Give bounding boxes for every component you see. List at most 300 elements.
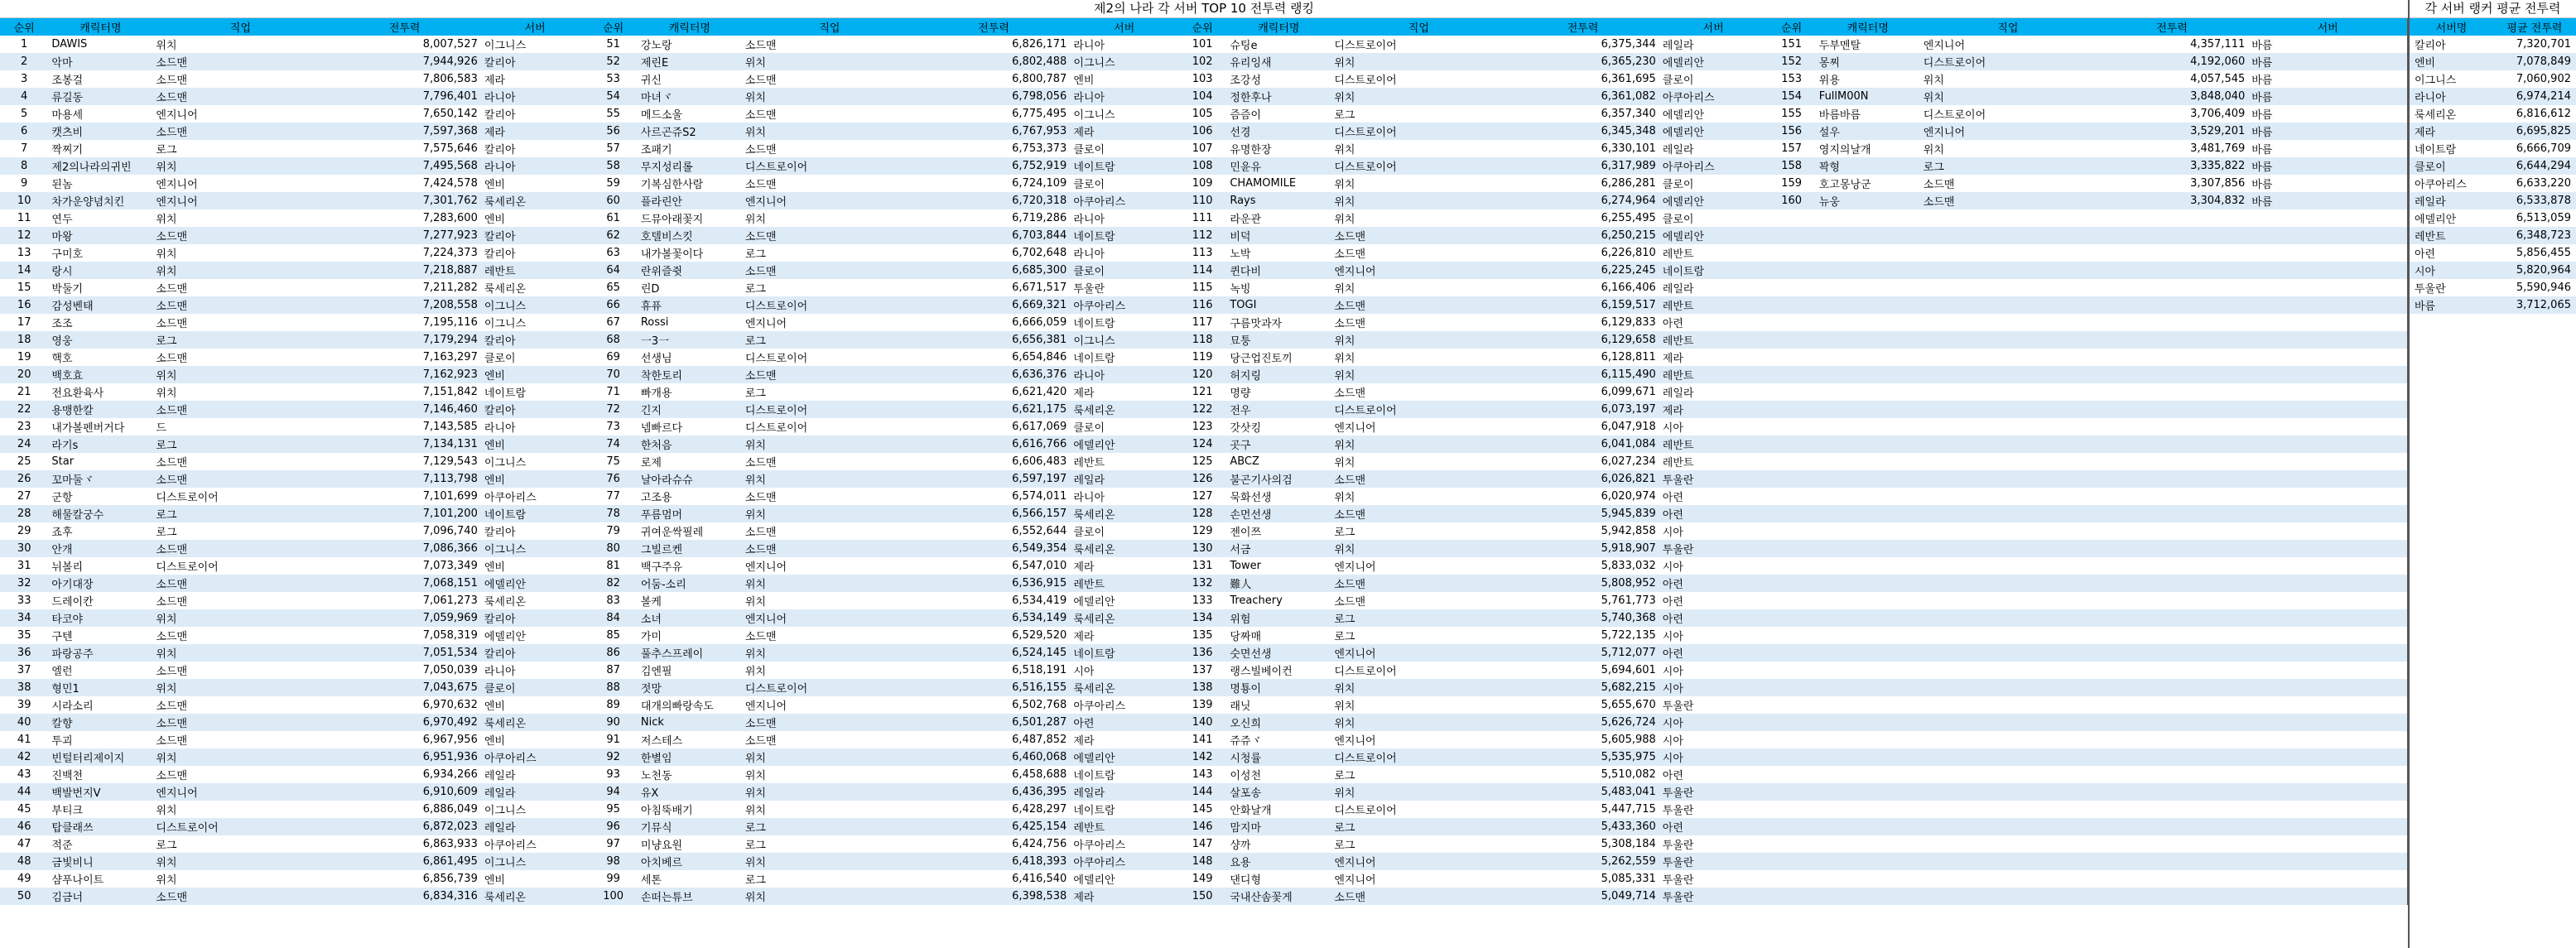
cell-job: 로그 <box>742 818 917 835</box>
cell-character-name: 휴퓨 <box>638 296 742 314</box>
cell-server: 아련 <box>1659 818 1768 835</box>
cell-job: 엔지니어 <box>1923 40 1966 52</box>
empty-cell <box>1816 314 1920 331</box>
header-rank: 순위 <box>1767 18 1815 36</box>
cell-job: 위치 <box>742 470 917 488</box>
cell-combat-power: 6,753,373 <box>1012 142 1067 155</box>
empty-cell <box>2096 557 2248 575</box>
empty-cell <box>1920 470 2096 488</box>
cell-character-name: 엘런 <box>51 666 73 678</box>
cell-job: 위치 <box>742 436 917 453</box>
table-row <box>0 140 2408 157</box>
empty-cell <box>2096 522 2248 540</box>
empty-cell <box>1767 644 1815 662</box>
cell-job: 디스트로이어 <box>1331 157 1506 175</box>
cell-character-name: 캣츠비 <box>48 123 152 140</box>
cell-rank: 47 <box>17 838 31 850</box>
cell-combat-power: 4,357,111 <box>2190 38 2246 51</box>
cell-server: 제라 <box>1073 561 1095 574</box>
cell-rank: 87 <box>606 664 620 676</box>
cell-rank: 18 <box>0 331 48 349</box>
cell-character-name: 로제 <box>640 457 662 469</box>
cell-server: 칼리아 <box>481 401 590 418</box>
cell-rank: 100 <box>589 888 637 905</box>
cell-job: 소드맨 <box>744 75 777 87</box>
cell-server: 아쿠아리스 <box>1070 296 1178 314</box>
cell-rank: 22 <box>0 401 48 418</box>
header-average-power: 평균 전투력 <box>2493 18 2576 36</box>
cell-server: 레반트 <box>481 262 590 279</box>
cell-average-power: 6,974,214 <box>2493 88 2576 105</box>
empty-cell <box>1920 331 2096 349</box>
cell-server: 아쿠아리스 <box>1070 192 1178 209</box>
cell-server: 레일라 <box>1070 470 1178 488</box>
empty-cell <box>1816 592 1920 609</box>
cell-combat-power: 6,767,953 <box>917 123 1070 140</box>
cell-server: 바름 <box>2248 175 2407 192</box>
empty-cell <box>1767 279 1815 296</box>
cell-server: 에델리안 <box>484 631 527 643</box>
cell-combat-power: 6,934,266 <box>422 768 478 781</box>
header-server: 서버 <box>1659 18 1768 36</box>
cell-character-name: 정한후나 <box>1226 88 1331 105</box>
cell-combat-power: 5,942,858 <box>1601 525 1656 537</box>
cell-character-name: 시라소리 <box>51 700 94 713</box>
empty-cell <box>1767 627 1815 644</box>
empty-cell <box>2248 209 2407 227</box>
cell-server: 이그니스 <box>484 805 527 817</box>
cell-rank: 122 <box>1178 401 1226 418</box>
cell-character-name: 뉴웅 <box>1816 192 1920 209</box>
cell-server: 제라 <box>484 75 505 87</box>
cell-character-name: 용맹한칼 <box>48 401 152 418</box>
cell-character-name: 당근업진토끼 <box>1230 353 1293 365</box>
cell-job: 소드맨 <box>152 714 328 731</box>
cell-server: 네이트람 <box>1070 227 1178 244</box>
cell-server-name: 아련 <box>2415 248 2436 261</box>
empty-cell <box>2096 714 2248 731</box>
cell-character-name: 민윤유 <box>1226 157 1331 175</box>
cell-job: 엔지니어 <box>744 700 787 713</box>
cell-server: 에델리안 <box>1073 874 1115 887</box>
cell-job: 로그 <box>1334 631 1355 643</box>
cell-job: 소드맨 <box>152 540 328 557</box>
empty-cell <box>1816 540 1920 557</box>
table-row <box>0 557 2408 575</box>
cell-combat-power: 7,101,699 <box>422 490 478 503</box>
cell-rank: 131 <box>1192 560 1213 572</box>
cell-combat-power: 6,802,488 <box>917 53 1070 70</box>
cell-job: 디스트로이어 <box>744 422 808 435</box>
cell-job: 위치 <box>744 805 766 817</box>
cell-server-name: 레반트 <box>2410 227 2493 244</box>
cell-server: 이그니스 <box>481 540 590 557</box>
cell-rank: 27 <box>17 490 31 503</box>
empty-cell <box>1920 488 2096 505</box>
cell-combat-power: 7,224,373 <box>422 247 478 259</box>
table-row <box>0 453 2408 470</box>
cell-job: 엔지니어 <box>152 783 328 801</box>
empty-cell <box>1920 296 2096 314</box>
cell-rank: 90 <box>589 714 637 731</box>
cell-job: 엔지니어 <box>1334 561 1376 574</box>
cell-rank: 9 <box>21 177 28 190</box>
cell-server-name: 네이트람 <box>2415 144 2457 156</box>
cell-combat-power: 6,487,852 <box>1012 734 1067 746</box>
cell-rank: 58 <box>589 157 637 175</box>
cell-rank: 94 <box>589 783 637 801</box>
cell-job: 위치 <box>742 123 917 140</box>
cell-rank: 95 <box>606 803 620 816</box>
cell-rank: 128 <box>1178 505 1226 522</box>
empty-cell <box>1920 401 2096 418</box>
cell-server: 라니아 <box>1073 492 1105 504</box>
cell-job: 엔지니어 <box>742 192 917 209</box>
cell-combat-power: 5,447,715 <box>1601 803 1656 816</box>
cell-combat-power: 7,043,675 <box>328 679 480 696</box>
cell-rank: 79 <box>606 525 620 537</box>
cell-job: 위치 <box>156 40 177 52</box>
empty-cell <box>1767 870 1815 888</box>
cell-job: 소드맨 <box>156 457 188 469</box>
cell-combat-power: 6,129,658 <box>1506 331 1659 349</box>
cell-server: 시아 <box>1073 666 1095 678</box>
cell-rank: 114 <box>1178 262 1226 279</box>
cell-character-name: 전요환육사 <box>51 387 104 400</box>
cell-character-name: 칼향 <box>48 714 152 731</box>
table-row <box>0 540 2408 557</box>
cell-rank: 11 <box>17 212 31 224</box>
cell-character-name: 영웅 <box>48 331 152 349</box>
cell-combat-power: 7,101,200 <box>328 505 480 522</box>
cell-job: 소드맨 <box>156 666 188 678</box>
empty-cell <box>1767 331 1815 349</box>
cell-rank: 1 <box>21 38 28 51</box>
header-character-name: 캐릭터명 <box>638 18 742 36</box>
empty-cell <box>1767 227 1815 244</box>
cell-server: 네이트람 <box>484 387 527 400</box>
cell-character-name: TOGI <box>1226 296 1331 314</box>
cell-rank: 46 <box>0 818 48 835</box>
empty-cell <box>1920 366 2096 383</box>
cell-rank: 75 <box>606 455 620 468</box>
cell-server: 투울란 <box>1662 700 1694 713</box>
cell-combat-power: 7,059,969 <box>328 609 480 627</box>
cell-character-name: 아치베르 <box>638 853 742 870</box>
cell-server: 바름 <box>2248 53 2407 70</box>
cell-server: 투울란 <box>1662 805 1694 817</box>
empty-cell <box>2248 662 2407 679</box>
cell-rank: 34 <box>0 609 48 627</box>
cell-rank: 97 <box>606 838 620 850</box>
cell-rank: 93 <box>606 768 620 781</box>
cell-server: 레반트 <box>1659 331 1768 349</box>
empty-cell <box>2248 470 2407 488</box>
cell-job: 엔지니어 <box>742 609 917 627</box>
cell-character-name: 한처음 <box>638 436 742 453</box>
cell-combat-power: 7,134,131 <box>328 436 480 453</box>
cell-rank: 101 <box>1192 38 1213 51</box>
cell-job: 소드맨 <box>742 540 917 557</box>
cell-rank: 91 <box>606 734 620 746</box>
cell-combat-power: 6,330,101 <box>1601 142 1656 155</box>
empty-cell <box>1816 488 1920 505</box>
cell-server: 클로이 <box>1073 422 1105 435</box>
table-row <box>0 870 2408 888</box>
cell-character-name: 꼬마둘ヾ <box>48 470 152 488</box>
empty-cell <box>2096 383 2248 401</box>
cell-server: 칼리아 <box>484 527 516 539</box>
cell-combat-power: 4,192,060 <box>2096 53 2248 70</box>
cell-server: 라니아 <box>481 157 590 175</box>
empty-cell <box>1767 748 1815 766</box>
cell-job: 소드맨 <box>156 631 188 643</box>
empty-cell <box>1816 349 1920 366</box>
cell-server: 클로이 <box>1662 75 1694 87</box>
cell-combat-power: 6,274,964 <box>1506 192 1659 209</box>
cell-combat-power: 7,162,923 <box>328 366 480 383</box>
empty-cell <box>1920 679 2096 696</box>
cell-average-power: 3,712,065 <box>2493 296 2576 314</box>
cell-job: 소드맨 <box>1334 318 1366 330</box>
cell-rank: 136 <box>1178 644 1226 662</box>
cell-server: 시아 <box>1659 714 1768 731</box>
empty-cell <box>1816 835 1920 853</box>
cell-rank: 121 <box>1192 386 1213 398</box>
empty-cell <box>2248 679 2407 696</box>
cell-job: 소드맨 <box>1920 192 2096 209</box>
cell-server: 네이트람 <box>1073 770 1115 782</box>
cell-rank: 14 <box>0 262 48 279</box>
header-rank: 순위 <box>1178 18 1226 36</box>
cell-rank: 43 <box>17 768 31 781</box>
table-row <box>0 853 2408 870</box>
empty-cell <box>2248 488 2407 505</box>
cell-server: 레반트 <box>1070 575 1178 592</box>
cell-server: 이그니스 <box>484 40 527 52</box>
cell-rank: 76 <box>589 470 637 488</box>
cell-combat-power: 6,534,149 <box>917 609 1070 627</box>
cell-character-name: 조강성 <box>1230 75 1262 87</box>
cell-job: 위치 <box>152 644 328 662</box>
cell-character-name: 란위즐쥣 <box>638 262 742 279</box>
cell-character-name: 날아라슈슈 <box>638 470 742 488</box>
empty-cell <box>1767 696 1815 714</box>
cell-combat-power: 5,761,773 <box>1601 594 1656 607</box>
table-row <box>0 766 2408 783</box>
cell-combat-power: 6,970,492 <box>328 714 480 731</box>
cell-server: 이그니스 <box>484 318 527 330</box>
cell-character-name: 안개 <box>48 540 152 557</box>
cell-character-name: 라운관 <box>1230 214 1262 226</box>
cell-job: 디스트로이어 <box>1331 748 1506 766</box>
cell-rank: 68 <box>589 331 637 349</box>
cell-combat-power: 6,027,234 <box>1601 455 1656 468</box>
cell-job: 소드맨 <box>742 227 917 244</box>
cell-job: 위치 <box>1331 88 1506 105</box>
cell-character-name: 귀여운싹필레 <box>640 527 704 539</box>
cell-combat-power: 6,536,915 <box>917 575 1070 592</box>
empty-cell <box>1920 696 2096 714</box>
cell-character-name: 아기대장 <box>48 575 152 592</box>
cell-server: 시아 <box>1662 422 1683 435</box>
cell-average-power: 5,820,964 <box>2493 262 2576 279</box>
cell-rank: 113 <box>1192 247 1213 259</box>
cell-character-name: 두부멘탈 <box>1818 40 1861 52</box>
cell-combat-power: 7,179,294 <box>328 331 480 349</box>
cell-average-power: 6,666,709 <box>2516 142 2571 155</box>
cell-job: 위치 <box>1334 144 1355 156</box>
cell-character-name: 짝찌기 <box>51 144 84 156</box>
cell-character-name: 안화날개 <box>1230 805 1272 817</box>
cell-character-name: 구름맛과자 <box>1230 318 1283 330</box>
cell-character-name: 선생님 <box>640 353 672 365</box>
cell-combat-power: 5,945,839 <box>1506 505 1659 522</box>
cell-job: 소드맨 <box>152 88 328 105</box>
table-row <box>0 575 2408 592</box>
cell-character-name: 기복심한사람 <box>640 179 704 191</box>
empty-cell <box>1767 505 1815 522</box>
cell-character-name: 쥬쥬ヾ <box>1230 735 1262 748</box>
table-row <box>0 262 2408 279</box>
cell-combat-power: 7,195,116 <box>422 316 478 329</box>
empty-cell <box>1767 296 1815 314</box>
cell-server: 아쿠아리스 <box>1073 700 1126 713</box>
empty-cell <box>1767 418 1815 436</box>
cell-job: 위치 <box>1331 331 1506 349</box>
cell-combat-power: 6,671,517 <box>1012 282 1067 294</box>
cell-server: 룩세리온 <box>1070 540 1178 557</box>
cell-character-name: 감성벤태 <box>48 296 152 314</box>
cell-rank: 57 <box>606 142 620 155</box>
cell-job: 디스트로이어 <box>156 492 219 504</box>
empty-cell <box>2248 644 2407 662</box>
cell-server: 네이트람 <box>1073 805 1115 817</box>
cell-job: 소드맨 <box>1334 248 1366 261</box>
cell-character-name: Star <box>51 455 75 468</box>
cell-server: 룩세리온 <box>1070 679 1178 696</box>
table-row <box>0 123 2408 140</box>
cell-character-name: 구미호 <box>51 248 84 261</box>
cell-server-name: 룩세리온 <box>2415 109 2457 122</box>
empty-cell <box>1816 262 1920 279</box>
cell-combat-power: 6,020,974 <box>1601 490 1656 503</box>
empty-cell <box>2096 314 2248 331</box>
table-row <box>0 366 2408 383</box>
table-row <box>0 696 2408 714</box>
cell-combat-power: 6,416,540 <box>1012 873 1067 885</box>
cell-job: 소드맨 <box>744 109 777 122</box>
empty-cell <box>1816 366 1920 383</box>
cell-server-name: 제라 <box>2410 123 2493 140</box>
cell-character-name: 대개의빠랑속도 <box>640 700 714 713</box>
cell-combat-power: 6,616,766 <box>917 436 1070 453</box>
server-average-row <box>2410 262 2576 279</box>
cell-rank: 41 <box>17 734 31 746</box>
cell-combat-power: 6,501,287 <box>917 714 1070 731</box>
cell-job: 소드맨 <box>742 366 917 383</box>
cell-server: 엔비 <box>1073 75 1095 87</box>
table-row <box>0 505 2408 522</box>
empty-cell <box>2248 870 2407 888</box>
cell-job: 소드맨 <box>152 53 328 70</box>
empty-cell <box>2096 783 2248 801</box>
cell-job: 위치 <box>152 748 328 766</box>
empty-cell <box>2248 818 2407 835</box>
cell-combat-power: 6,549,354 <box>917 540 1070 557</box>
empty-cell <box>2096 731 2248 748</box>
empty-cell <box>2248 314 2407 331</box>
empty-cell <box>1767 818 1815 835</box>
table-row <box>0 296 2408 314</box>
empty-cell <box>2096 540 2248 557</box>
cell-job: 소드맨 <box>152 123 328 140</box>
cell-combat-power: 6,724,109 <box>1012 177 1067 190</box>
cell-combat-power: 5,308,184 <box>1601 838 1656 850</box>
cell-character-name: 라기s <box>48 436 152 453</box>
cell-combat-power: 7,129,543 <box>422 455 478 468</box>
empty-cell <box>1816 609 1920 627</box>
cell-server: 레일라 <box>1070 783 1178 801</box>
cell-job: 로그 <box>156 840 177 852</box>
empty-cell <box>1767 783 1815 801</box>
cell-server: 레일라 <box>481 818 590 835</box>
cell-rank: 106 <box>1178 123 1226 140</box>
cell-job: 엔지니어 <box>1331 644 1506 662</box>
cell-combat-power: 6,910,609 <box>328 783 480 801</box>
cell-server: 투울란 <box>1659 540 1768 557</box>
cell-job: 위치 <box>1331 192 1506 209</box>
cell-rank: 153 <box>1781 73 1803 85</box>
cell-job: 위치 <box>152 853 328 870</box>
table-row <box>0 714 2408 731</box>
cell-server: 이그니스 <box>481 296 590 314</box>
empty-cell <box>2096 679 2248 696</box>
cell-rank: 73 <box>606 421 620 433</box>
empty-cell <box>1767 766 1815 783</box>
header-server: 서버 <box>1070 18 1178 36</box>
cell-rank: 154 <box>1767 88 1815 105</box>
cell-character-name: 유X <box>638 783 742 801</box>
cell-server-name: 바름 <box>2410 296 2493 314</box>
empty-cell <box>1816 575 1920 592</box>
cell-character-name: 꽉형 <box>1816 157 1920 175</box>
empty-cell <box>1920 383 2096 401</box>
cell-character-name: 내가볼펜버거다 <box>51 422 125 435</box>
cell-job: 디스트로이어 <box>1920 53 2096 70</box>
empty-cell <box>1920 644 2096 662</box>
cell-server: 엔비 <box>481 470 590 488</box>
cell-server: 칼리아 <box>484 144 516 156</box>
empty-cell <box>1816 853 1920 870</box>
empty-cell <box>1920 818 2096 835</box>
cell-rank: 119 <box>1192 351 1213 363</box>
empty-cell <box>2248 453 2407 470</box>
empty-cell <box>2096 244 2248 262</box>
cell-server: 이그니스 <box>1070 53 1178 70</box>
cell-job: 로그 <box>744 874 766 887</box>
server-average-table <box>2410 18 2576 314</box>
table-row <box>0 818 2408 835</box>
empty-cell <box>2248 366 2407 383</box>
cell-server: 이그니스 <box>481 853 590 870</box>
cell-rank: 80 <box>589 540 637 557</box>
cell-job: 소드맨 <box>744 457 777 469</box>
cell-character-name: 댄디형 <box>1230 874 1262 887</box>
cell-character-name: 국내산솜꽃게 <box>1226 888 1331 905</box>
cell-job: 소드맨 <box>1331 227 1506 244</box>
cell-character-name: 마왕 <box>48 227 152 244</box>
